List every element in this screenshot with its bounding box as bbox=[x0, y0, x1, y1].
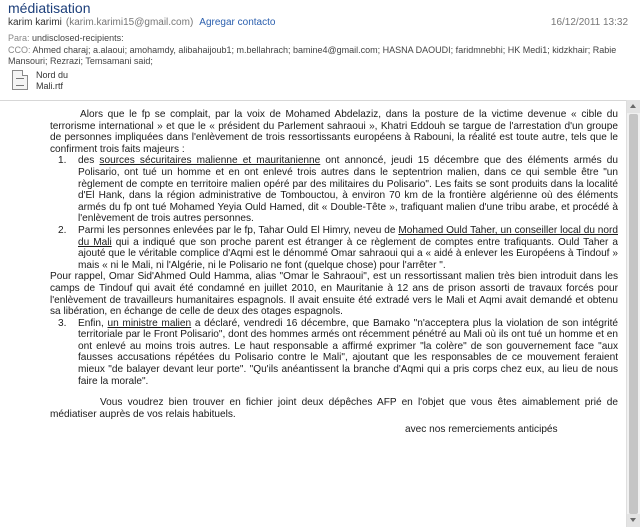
thanks-line: avec nos remerciements anticipés bbox=[405, 424, 558, 436]
item2-link[interactable]: Mohamed Ould Taher, un conseiller local du nord du Mali bbox=[78, 224, 619, 248]
list-item bbox=[50, 318, 618, 388]
email-body bbox=[0, 100, 640, 528]
add-contact-link[interactable]: Agregar contacto bbox=[199, 17, 276, 28]
sender-name[interactable]: karim karimi bbox=[8, 17, 62, 28]
attachment-name bbox=[36, 70, 96, 92]
item3-text-end: a déclaré, vendredi 16 décembre, que Bamako "n'acceptera plus la violation de son intégrité territoriale par le Front Polisario", dont des hommes armés ont récemment pénétré au Mali où ils ont tué un homme et en ont enlevé au moins trois autres. Le haut responsable a affirmé exprimer "la colère" de son gouvernement face "aux fausses accusations répétées du Polisario contre le Mali", ajoutant que les responsables de ce mouvement feraient mieux "de balayer devant leur porte". "Qu'ils anéantissent la branche d'Aqmi qui a pris corps chez eux, au lieu de nous faire la morale". bbox=[78, 317, 619, 387]
item2-text-end: qui a indiqué que son proche parent est étranger à ce règlement de comptes entre trafiquants. Ould Taher a ajouté que le véritable complice d'Aqmi est le dénommé Omar sahraoui qui a « aidé à enlever les Européens à Tindouf » mais « ni le Mali, ni l'Algérie, ni le Polisario ne font (quelque chose) pour l'arrêter ". bbox=[78, 236, 618, 271]
list-number: 3. bbox=[58, 317, 67, 329]
cc-row bbox=[8, 45, 623, 67]
vertical-scrollbar[interactable] bbox=[626, 100, 640, 527]
list-item bbox=[50, 225, 618, 271]
item3-text-start: Enfin, bbox=[78, 317, 108, 329]
sender-row bbox=[8, 17, 275, 28]
attachment-name-line1: Nord du bbox=[36, 70, 69, 80]
closing-paragraph: Vous voudrez bien trouver en fichier joint deux dépêches AFP en l'objet que vous êtes aimablement prié de médiatiser auprès de vos relais habituels. bbox=[50, 397, 618, 420]
document-icon bbox=[12, 70, 28, 90]
email-subject: médiatisation bbox=[8, 0, 91, 16]
scroll-down-icon[interactable] bbox=[627, 514, 640, 527]
to-row bbox=[8, 33, 124, 43]
cc-value: Ahmed charaj; a.alaoui; amohamdy, alibahaijoub1; m.bellahrach; bamine4@gmail.com; HASNA DAOUDI; faridmnebhi; HK Medi1; kidzkhair; Rabie Mansouri; Rezrazi; Temsamani said; bbox=[8, 45, 617, 66]
list-number: 2. bbox=[58, 224, 67, 236]
item1-link[interactable]: sources sécuritaires malienne et mauritanienne bbox=[99, 155, 321, 167]
cc-label: CCO: bbox=[8, 45, 31, 55]
intro-paragraph: Alors que le fp se complait, par la voix de Mohamed Abdelaziz, dans la posture de la victime devenue « cible du terrorisme international » et que le « président du Parlement sahraoui », Khatri Eddouh se targue de l'arrestation d'un groupe de personnes impliquées dans l'enlèvement de trois ressortissants européens à Rabouni, la réalité est toute autre, tels que le confirment trois faits majeurs : bbox=[50, 109, 618, 155]
to-value: undisclosed-recipients: bbox=[32, 33, 124, 43]
email-header bbox=[0, 0, 640, 100]
email-body-text bbox=[50, 109, 618, 436]
item1-text-end: ont annoncé, jeudi 15 décembre que des éléments armés du Polisario, ont tué un homme et en ont enlevé trois autres dans le septentrion malien, dans ce qui semble être "un règlement de compte en territoire malien opéré par des militaires du Polisario". Les faits se sont produits dans la localité d'El Hank, dans la région administrative de Tombouctou, à environ 70 km de la frontière algérienne où des éléments armés du fp ont tué Mohamed Yeyia Ould Hamed, dit « Double-Tête », trafiquant malien d'une tribu arabe, et procédé à l'enlèvement de trois autres personnes. bbox=[78, 155, 619, 225]
attachment-name-line2: Mali.rtf bbox=[36, 81, 63, 91]
email-date: 16/12/2011 13:32 bbox=[550, 17, 628, 28]
to-label: Para: bbox=[8, 33, 30, 43]
sender-email: (karim.karimi15@gmail.com) bbox=[65, 17, 194, 28]
attachment[interactable] bbox=[12, 70, 92, 96]
reminder-paragraph: Pour rappel, Omar Sid'Ahmed Ould Hamma, alias "Omar le Sahraoui", est un ressortissant malien très bien introduit dans les camps de Tindouf qui avait été condamné en juillet 2010, en Mauritanie à 12 ans de prison assorti de travaux forcés pour l'enlèvement de travailleurs humanitaires espagnols. Il avait ensuite été extradé vers le Mali et Aqmi avait demandé et obtenu sa libération, en échange de celle de deux des otages espagnols. bbox=[50, 271, 618, 318]
scroll-up-icon[interactable] bbox=[627, 100, 640, 113]
scroll-thumb[interactable] bbox=[629, 114, 638, 514]
list-item bbox=[50, 155, 618, 225]
item2-text-start: Parmi les personnes enlevées par le fp, Tahar Ould El Himry, neveu de bbox=[78, 224, 399, 236]
item1-text-start: des bbox=[78, 155, 100, 167]
list-number: 1. bbox=[58, 155, 67, 167]
item3-link[interactable]: un ministre malien bbox=[107, 317, 192, 329]
